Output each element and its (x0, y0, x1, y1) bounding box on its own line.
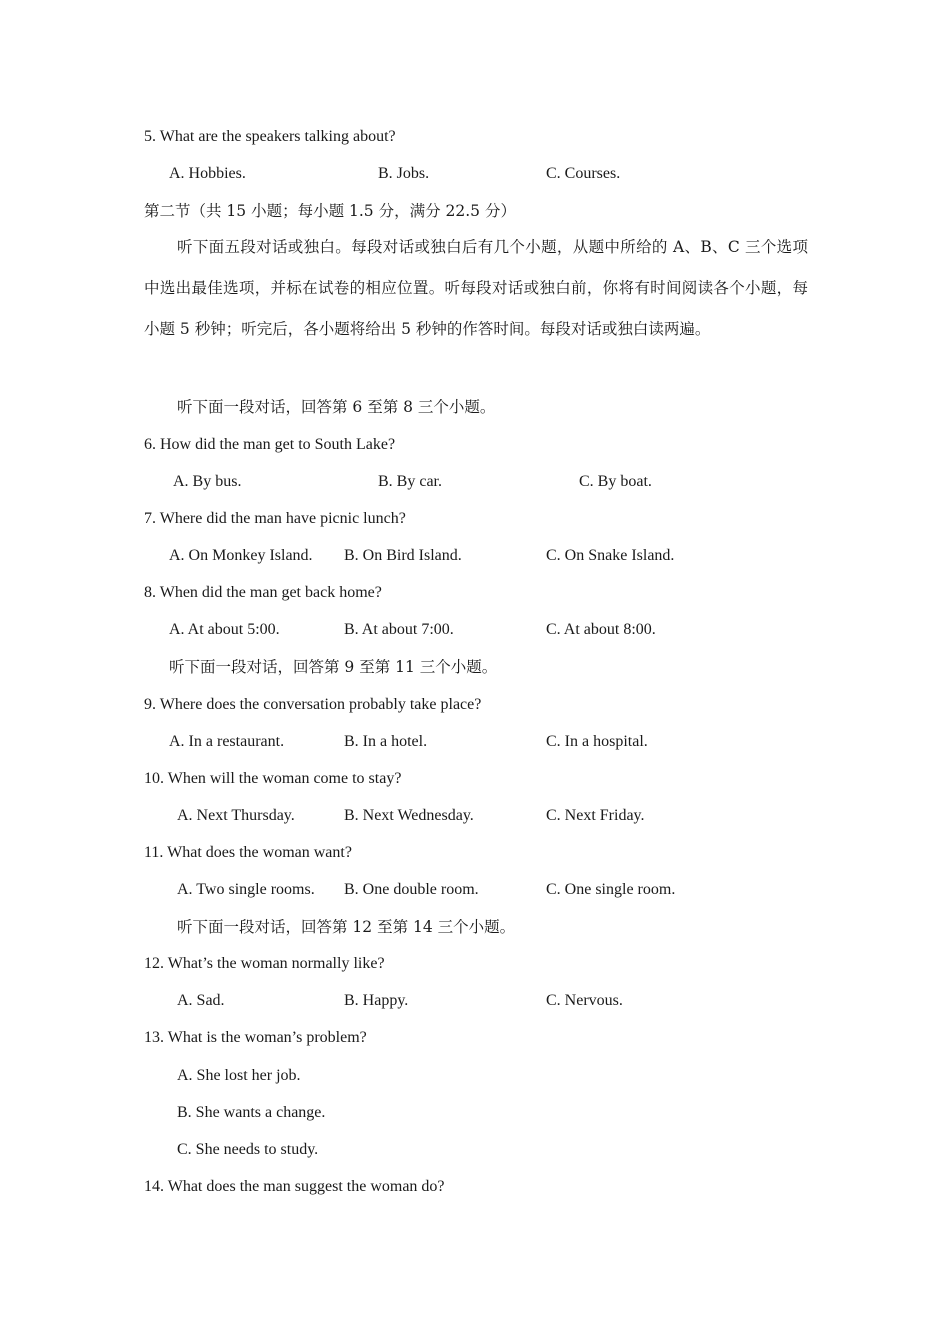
q6-option-c: C. By boat. (579, 473, 652, 490)
q5-option-c: C. Courses. (546, 165, 621, 182)
section-2-heading: 第二节（共 15 小题；每小题 1.5 分，满分 22.5 分） (144, 202, 516, 220)
question-13: 13. What is the woman’s problem? (144, 1029, 367, 1046)
q11-option-a: A. Two single rooms. (177, 881, 315, 898)
q10-option-a: A. Next Thursday. (177, 807, 295, 824)
dialog-1-intro: 听下面一段对话，回答第 6 至第 8 三个小题。 (177, 398, 496, 416)
q6-option-a: A. By bus. (173, 473, 242, 490)
question-9: 9. Where does the conversation probably take place? (144, 696, 482, 713)
q8-option-c: C. At about 8:00. (546, 621, 656, 638)
q13-option-c: C. She needs to study. (177, 1141, 319, 1158)
q5-option-a: A. Hobbies. (169, 165, 246, 182)
q12-option-b: B. Happy. (344, 992, 409, 1009)
question-8: 8. When did the man get back home? (144, 584, 382, 601)
q10-option-b: B. Next Wednesday. (344, 807, 474, 824)
q6-option-b: B. By car. (378, 473, 442, 490)
q7-option-a: A. On Monkey Island. (169, 547, 313, 564)
question-6: 6. How did the man get to South Lake? (144, 436, 396, 453)
q8-option-b: B. At about 7:00. (344, 621, 454, 638)
q10-option-c: C. Next Friday. (546, 807, 645, 824)
q13-option-a: A. She lost her job. (177, 1067, 301, 1084)
q13-option-b: B. She wants a change. (177, 1104, 326, 1121)
q12-option-a: A. Sad. (177, 992, 225, 1009)
question-11: 11. What does the woman want? (144, 844, 352, 861)
q9-option-a: A. In a restaurant. (169, 733, 285, 750)
q11-option-b: B. One double room. (344, 881, 479, 898)
dialog-3-intro: 听下面一段对话，回答第 12 至第 14 三个小题。 (177, 918, 516, 936)
q5-option-b: B. Jobs. (378, 165, 430, 182)
q7-option-b: B. On Bird Island. (344, 547, 462, 564)
q8-option-a: A. At about 5:00. (169, 621, 280, 638)
question-5: 5. What are the speakers talking about? (144, 128, 396, 145)
q9-option-b: B. In a hotel. (344, 733, 428, 750)
question-12: 12. What’s the woman normally like? (144, 955, 385, 972)
q11-option-c: C. One single room. (546, 881, 676, 898)
section-2-instructions: 听下面五段对话或独白。每段对话或独白后有几个小题，从题中所给的 A、B、C 三个选项中选出最佳选项，并标在试卷的相应位置。听每段对话或独白前，你将有时间阅读各个小题，每小题 5 秒钟；听完后，各小题将给出 5 秒钟的作答时间。每段对话或独白读两遍。 (144, 238, 808, 338)
question-10: 10. When will the woman come to stay? (144, 770, 402, 787)
question-7: 7. Where did the man have picnic lunch? (144, 510, 406, 527)
q9-option-c: C. In a hospital. (546, 733, 648, 750)
q7-option-c: C. On Snake Island. (546, 547, 675, 564)
q12-option-c: C. Nervous. (546, 992, 623, 1009)
question-14: 14. What does the man suggest the woman do? (144, 1178, 445, 1195)
dialog-2-intro: 听下面一段对话，回答第 9 至第 11 三个小题。 (169, 658, 498, 676)
